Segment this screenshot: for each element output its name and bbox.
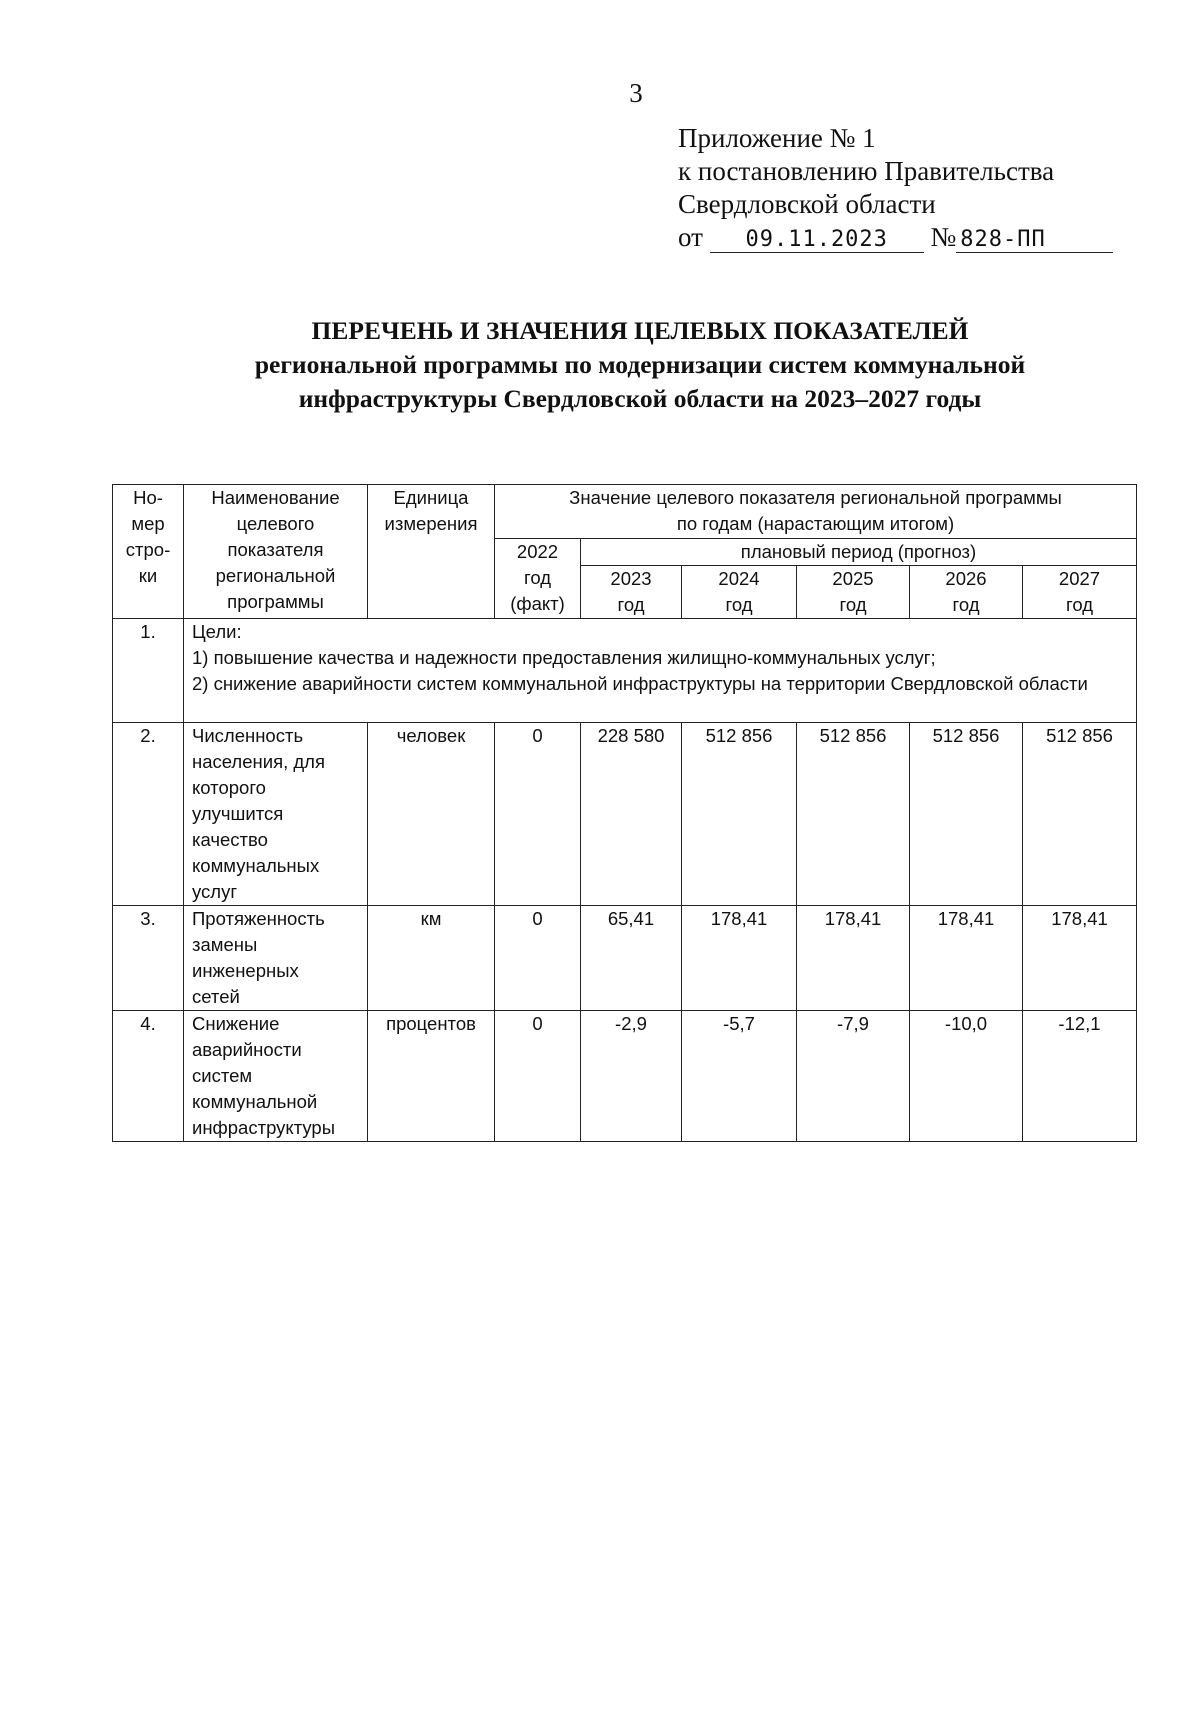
value-2024: -5,7: [682, 1011, 797, 1142]
document-number: 828-ПП: [956, 228, 1113, 253]
indicator-name-text: Протяженность замены инженерных сетей: [192, 908, 325, 1007]
title-line-2: региональной программы по модернизации систем коммунальной: [254, 350, 1026, 379]
value-2022-fact: 0: [495, 906, 581, 1011]
header-values-group-text: Значение целевого показателя региональной программы по годам (нарастающим итогом): [569, 487, 1062, 534]
row-number: 4.: [113, 1011, 184, 1142]
value-2023: -2,9: [581, 1011, 682, 1142]
value-2025: 178,41: [797, 906, 910, 1011]
value-2023: 228 580: [581, 723, 682, 906]
indicator-name-text: Численность населения, для которого улучшится качество коммунальных услуг: [192, 725, 325, 902]
indicator-name: [184, 906, 368, 1011]
header-year-2023-text: 2023 год: [610, 568, 652, 615]
document-date: 09.11.2023: [710, 228, 924, 253]
indicators-table: [112, 484, 1137, 1142]
value-2024: 512 856: [682, 723, 797, 906]
appendix-title: Приложение № 1: [678, 123, 876, 153]
table-row: [113, 906, 1137, 1011]
header-year-2026-text: 2026 год: [945, 568, 987, 615]
value-2026: 178,41: [910, 906, 1023, 1011]
header-values-group: [495, 485, 1137, 539]
table-row: [113, 1011, 1137, 1142]
header-row-number-text: Но- мер стро- ки: [125, 487, 171, 586]
value-2024: 178,41: [682, 906, 797, 1011]
number-prefix: №: [930, 222, 957, 252]
value-2025: -7,9: [797, 1011, 910, 1142]
header-unit: [368, 485, 495, 619]
indicator-name: [184, 723, 368, 906]
header-year-2024: [682, 566, 797, 619]
row-number: 3.: [113, 906, 184, 1011]
header-unit-text: Единица измерения: [384, 487, 478, 534]
value-2026: 512 856: [910, 723, 1023, 906]
indicator-name-text: Снижение аварийности систем коммунальной инфраструктуры: [192, 1013, 336, 1138]
header-year-2027: [1023, 566, 1137, 619]
value-2025: 512 856: [797, 723, 910, 906]
goals-text-content: Цели: 1) повышение качества и надежности предоставления жилищно-коммунальных услуг; 2) снижение аварийности систем коммунальной инфраструктуры на территории Свердловской области: [192, 621, 1088, 694]
header-year-2023: [581, 566, 682, 619]
appendix-block: [678, 122, 1113, 254]
title-line-3: инфраструктуры Свердловской области на 2023–2027 годы: [298, 384, 982, 413]
value-2022-fact: 0: [495, 723, 581, 906]
goals-text: [184, 619, 1137, 723]
page-number: 3: [629, 78, 643, 108]
header-row-number: [113, 485, 184, 619]
header-year-2026: [910, 566, 1023, 619]
header-indicator-name-text: Наименование целевого показателя региональной программы: [211, 487, 340, 612]
header-year-2025-text: 2025 год: [832, 568, 874, 615]
indicator-name: [184, 1011, 368, 1142]
value-2027: -12,1: [1023, 1011, 1137, 1142]
value-2027: 512 856: [1023, 723, 1137, 906]
header-row-1: [113, 485, 1137, 539]
table-row-goals: [113, 619, 1137, 723]
header-year-fact-text: 2022 год (факт): [510, 541, 565, 614]
row-number: 2.: [113, 723, 184, 906]
appendix-date-number-line: [678, 221, 1113, 254]
header-year-2024-text: 2024 год: [718, 568, 760, 615]
title-line-1: ПЕРЕЧЕНЬ И ЗНАЧЕНИЯ ЦЕЛЕВЫХ ПОКАЗАТЕЛЕЙ: [311, 316, 969, 345]
header-year-2025: [797, 566, 910, 619]
header-year-fact: [495, 539, 581, 619]
header-year-2027-text: 2027 год: [1058, 568, 1101, 615]
value-2023: 65,41: [581, 906, 682, 1011]
header-plan-period: плановый период (прогноз): [581, 539, 1137, 566]
value-2022-fact: 0: [495, 1011, 581, 1142]
unit: человек: [368, 723, 495, 906]
document-title: [120, 314, 1160, 416]
row-number: 1.: [113, 619, 184, 723]
value-2026: -10,0: [910, 1011, 1023, 1142]
header-indicator-name: [184, 485, 368, 619]
appendix-reference: к постановлению Правительства: [678, 156, 1055, 186]
unit: км: [368, 906, 495, 1011]
date-prefix: от: [678, 222, 703, 252]
value-2027: 178,41: [1023, 906, 1137, 1011]
appendix-region: Свердловской области: [678, 189, 936, 219]
unit: процентов: [368, 1011, 495, 1142]
table-row: [113, 723, 1137, 906]
